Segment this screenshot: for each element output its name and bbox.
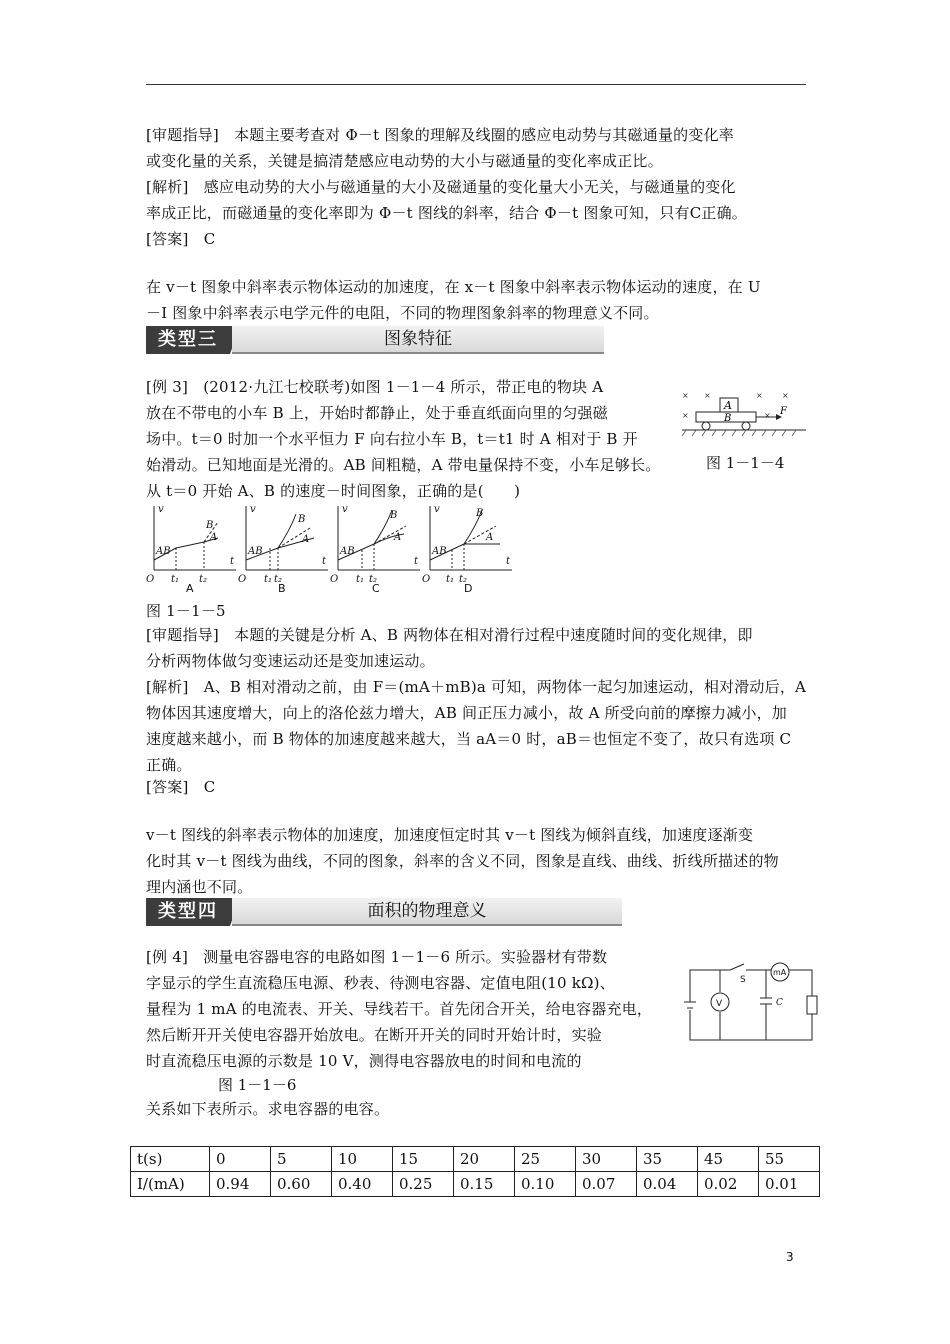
cart-magnetic-field-diagram (676, 386, 810, 442)
svg-text:t₂: t₂ (459, 574, 468, 585)
label-f: F (780, 406, 787, 417)
table-cell: 0.07 (576, 1172, 637, 1197)
example-4: [例 4] 测量电容器电容的电路如图 1－1－6 所示。实验器材有带数 字显示的学生直流稳压电源、秒表、待测电容器、定值电阻(10 kΩ)、 量程为 1 mA 的电流表、开关、导线若干。首先闭合开关，给电容器充电， 然后断开开关使电容器开始放电。在断开开关的同时开始计时，实验 时直流稳压电源的示数是 10 V，测得电容器放电的时间和电流的 (146, 948, 653, 1070)
option-label-a: A (186, 582, 194, 594)
svg-text:AB: AB (248, 546, 263, 557)
answer-1: [答案] C (146, 230, 216, 248)
table-cell: 55 (759, 1147, 820, 1172)
svg-text:t₁: t₁ (446, 574, 455, 585)
svg-text:t: t (230, 556, 235, 567)
vt-graph-options (146, 500, 526, 594)
svg-text:t: t (414, 556, 419, 567)
table-cell: 0.02 (698, 1172, 759, 1197)
graph-option-d (430, 506, 512, 570)
svg-text:O: O (330, 574, 339, 585)
svg-text:t₂: t₂ (274, 574, 283, 585)
table-cell: 0.10 (515, 1172, 576, 1197)
figure-caption-1-1-4: 图 1－1－4 (706, 454, 785, 472)
svg-text:t₁: t₁ (171, 574, 180, 585)
review-guide-1: [审题指导] 本题主要考查对 Φ－t 图象的理解及线圈的感应电动势与其磁通量的变化率 或变化量的关系，关键是搞清楚感应电动势的大小与磁通量的变化率成正比。 (146, 126, 734, 170)
svg-text:t: t (506, 556, 511, 567)
table-row-current (131, 1172, 820, 1197)
svg-text:×: × (704, 391, 711, 400)
label-a: A (724, 399, 732, 412)
banner-title: 图象特征 (232, 326, 604, 354)
table-cell: 0.04 (637, 1172, 698, 1197)
svg-text:B: B (476, 508, 484, 519)
analysis-3: [解析] A、B 相对滑动之前，由 F＝(mA＋mB)a 可知，两物体一起匀加速运动，相对滑动后，A 物体因其速度增大，向上的洛伦兹力增大，AB 间正压力减小，故 A 所受向前的摩擦力减小，加 速度越来越小，而 B 物体的加速度越来越大，当 aA＝0 时，aB＝也恒定不变了，故只有选项 C 正确。 (146, 678, 807, 774)
table-header-cell: I/(mA) (131, 1172, 210, 1197)
svg-text:×: × (782, 391, 789, 400)
svg-text:B: B (298, 514, 306, 525)
resistor (807, 996, 817, 1014)
graph-option-c (338, 506, 420, 570)
svg-text:v: v (342, 504, 348, 515)
section-banner-type3 (146, 326, 604, 354)
graph-option-b (246, 506, 328, 570)
table-cell: 0.01 (759, 1172, 820, 1197)
svg-text:V: V (716, 999, 723, 1009)
svg-text:v: v (250, 504, 256, 515)
label-b: B (724, 413, 732, 424)
example-3: [例 3] (2012·九江七校联考)如图 1－1－4 所示，带正电的物块 A 放在不带电的小车 B 上，开始时都静止，处于垂直纸面向里的匀强磁 场中。t＝0 时加一个水平恒力 F 向右拉小车 B，t＝t1 时 A 相对于 B 开 始滑动。已知地面是光滑的。AB 间粗糙，A 带电量保持不变，小车足够长。 从 t＝0 开始 A、B 的速度－时间图象，正确的是( ) (146, 378, 661, 500)
table-cell: 0.94 (210, 1172, 271, 1197)
table-row-time (131, 1147, 820, 1172)
option-label-b: B (278, 582, 286, 594)
capacitor-circuit-diagram (680, 958, 820, 1046)
svg-text:B: B (206, 520, 214, 531)
discharge-data-table (130, 1146, 820, 1197)
svg-text:t₂: t₂ (369, 574, 378, 585)
svg-text:×: × (682, 391, 689, 400)
table-intro: 关系如下表所示。求电容器的电容。 (146, 1100, 390, 1118)
switch-s (730, 964, 744, 970)
header-rule (146, 84, 806, 85)
table-cell: 15 (393, 1147, 454, 1172)
banner-tag: 类型四 (146, 898, 230, 926)
svg-text:t₁: t₁ (264, 574, 273, 585)
table-cell: 5 (271, 1147, 332, 1172)
svg-text:mA: mA (773, 968, 787, 977)
svg-text:A: A (394, 532, 402, 543)
figure-caption-1-1-6: 图 1－1－6 (218, 1076, 297, 1094)
section-banner-type4 (146, 898, 622, 926)
svg-text:×: × (756, 391, 763, 400)
svg-text:A: A (302, 534, 310, 545)
svg-text:t: t (322, 556, 327, 567)
svg-text:C: C (776, 998, 783, 1008)
svg-text:B: B (390, 510, 398, 521)
figure-caption-1-1-5: 图 1－1－5 (146, 602, 226, 620)
table-cell: 0.25 (393, 1172, 454, 1197)
table-header-cell: t(s) (131, 1147, 210, 1172)
answer-3: [答案] C (146, 778, 216, 796)
svg-text:×: × (764, 411, 771, 420)
analysis-1: [解析] 感应电动势的大小与磁通量的大小及磁通量的变化量大小无关，与磁通量的变化 率成正比，而磁通量的变化率即为 Φ－t 图线的斜率，结合 Φ－t 图象可知，只有C正确。 (146, 178, 748, 222)
svg-text:O: O (146, 574, 155, 585)
svg-text:v: v (434, 504, 440, 515)
review-guide-3: [审题指导] 本题的关键是分析 A、B 两物体在相对滑行过程中速度随时间的变化规律，即 分析两物体做匀变速运动还是变加速运动。 (146, 626, 753, 670)
svg-text:O: O (238, 574, 247, 585)
table-cell: 35 (637, 1147, 698, 1172)
page-number: 3 (786, 1250, 794, 1264)
table-cell: 0.40 (332, 1172, 393, 1197)
table-cell: 0 (210, 1147, 271, 1172)
table-cell: 20 (454, 1147, 515, 1172)
vt-graphs (146, 500, 526, 594)
svg-text:t₁: t₁ (356, 574, 365, 585)
banner-title: 面积的物理意义 (232, 898, 622, 926)
svg-text:S: S (740, 975, 746, 985)
table-cell: 0.60 (271, 1172, 332, 1197)
graph-option-a (154, 506, 236, 570)
svg-text:AB: AB (432, 546, 447, 557)
option-label-c: C (372, 582, 380, 594)
table-cell: 25 (515, 1147, 576, 1172)
table-cell: 30 (576, 1147, 637, 1172)
option-label-d: D (464, 582, 473, 594)
svg-text:t₂: t₂ (199, 574, 208, 585)
svg-text:AB: AB (156, 546, 171, 557)
table-cell: 10 (332, 1147, 393, 1172)
note-vt-slope: v－t 图线的斜率表示物体的加速度，加速度恒定时其 v－t 图线为倾斜直线，加速度逐渐变 化时其 v－t 图线为曲线，不同的图象，斜率的含义不同，图象是直线、曲线、折线所描述的物 理内涵也不同。 (146, 826, 779, 896)
svg-text:AB: AB (340, 546, 355, 557)
svg-text:O: O (422, 574, 431, 585)
banner-tag: 类型三 (146, 326, 230, 354)
table-cell: 0.15 (454, 1172, 515, 1197)
note-slope-meaning: 在 v－t 图象中斜率表示物体运动的加速度，在 x－t 图象中斜率表示物体运动的速度，在 U －I 图象中斜率表示电学元件的电阻，不同的物理图象斜率的物理意义不同。 (146, 278, 761, 322)
table-cell: 45 (698, 1147, 759, 1172)
svg-text:×: × (682, 411, 689, 420)
svg-text:A: A (486, 532, 494, 543)
svg-text:v: v (158, 504, 164, 515)
svg-text:A: A (210, 532, 218, 543)
